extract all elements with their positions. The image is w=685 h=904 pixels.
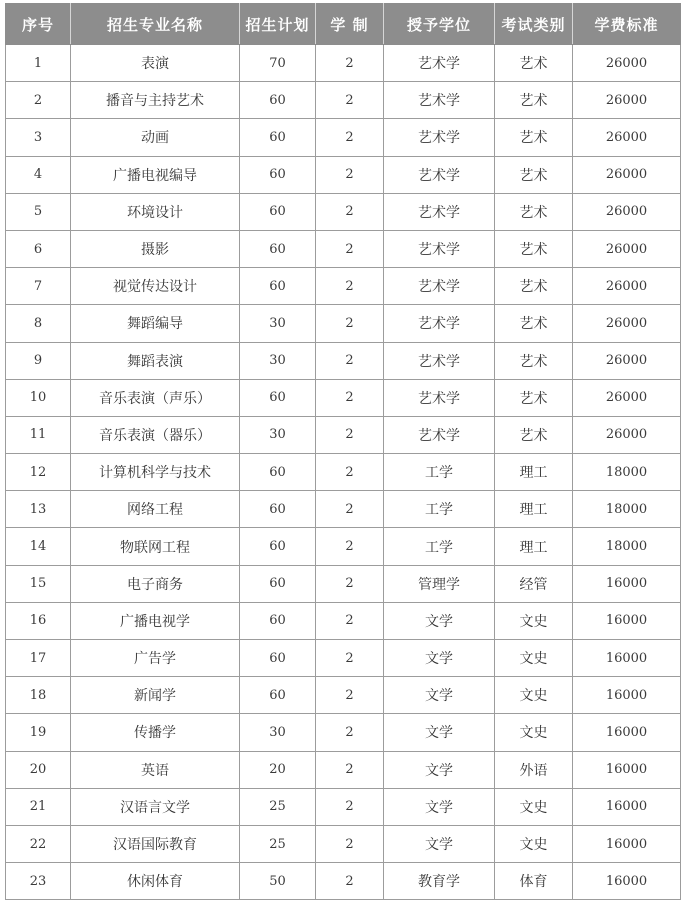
cell-exam-category: 经管 — [495, 565, 573, 602]
cell-tuition: 16000 — [573, 751, 681, 788]
cell-duration: 2 — [316, 45, 384, 82]
cell-major-name: 广播电视编导 — [71, 156, 240, 193]
table-row — [6, 305, 681, 342]
cell-degree: 艺术学 — [384, 82, 495, 119]
cell-enrollment-plan: 25 — [240, 788, 316, 825]
table-row — [6, 45, 681, 82]
cell-major-name: 表演 — [71, 45, 240, 82]
cell-exam-category: 艺术 — [495, 305, 573, 342]
table-body — [6, 45, 681, 900]
cell-enrollment-plan: 50 — [240, 863, 316, 900]
cell-tuition: 16000 — [573, 714, 681, 751]
header-degree: 授予学位 — [384, 4, 495, 45]
table-row — [6, 714, 681, 751]
cell-index: 11 — [6, 416, 71, 453]
cell-index: 10 — [6, 379, 71, 416]
cell-duration: 2 — [316, 714, 384, 751]
cell-major-name: 新闻学 — [71, 677, 240, 714]
cell-exam-category: 艺术 — [495, 416, 573, 453]
cell-tuition: 26000 — [573, 342, 681, 379]
cell-duration: 2 — [316, 230, 384, 267]
cell-enrollment-plan: 20 — [240, 751, 316, 788]
cell-exam-category: 文史 — [495, 714, 573, 751]
cell-index: 7 — [6, 268, 71, 305]
header-enrollment-plan: 招生计划 — [240, 4, 316, 45]
table-row — [6, 268, 681, 305]
cell-degree: 艺术学 — [384, 305, 495, 342]
cell-degree: 文学 — [384, 788, 495, 825]
cell-enrollment-plan: 60 — [240, 640, 316, 677]
cell-degree: 教育学 — [384, 863, 495, 900]
cell-index: 5 — [6, 193, 71, 230]
cell-tuition: 26000 — [573, 156, 681, 193]
cell-exam-category: 艺术 — [495, 119, 573, 156]
table-row — [6, 119, 681, 156]
cell-tuition: 16000 — [573, 602, 681, 639]
cell-enrollment-plan: 70 — [240, 45, 316, 82]
enrollment-table — [5, 3, 681, 900]
cell-enrollment-plan: 60 — [240, 565, 316, 602]
cell-major-name: 汉语国际教育 — [71, 825, 240, 862]
cell-exam-category: 理工 — [495, 491, 573, 528]
cell-degree: 工学 — [384, 491, 495, 528]
cell-exam-category: 艺术 — [495, 230, 573, 267]
cell-enrollment-plan: 60 — [240, 491, 316, 528]
cell-degree: 艺术学 — [384, 119, 495, 156]
cell-major-name: 视觉传达设计 — [71, 268, 240, 305]
table-row — [6, 677, 681, 714]
table-row — [6, 788, 681, 825]
cell-index: 2 — [6, 82, 71, 119]
cell-index: 1 — [6, 45, 71, 82]
cell-duration: 2 — [316, 825, 384, 862]
cell-exam-category: 文史 — [495, 640, 573, 677]
cell-tuition: 26000 — [573, 119, 681, 156]
cell-enrollment-plan: 60 — [240, 454, 316, 491]
table-row — [6, 491, 681, 528]
cell-tuition: 18000 — [573, 491, 681, 528]
cell-exam-category: 艺术 — [495, 379, 573, 416]
cell-duration: 2 — [316, 119, 384, 156]
cell-degree: 工学 — [384, 528, 495, 565]
cell-major-name: 物联网工程 — [71, 528, 240, 565]
cell-tuition: 16000 — [573, 677, 681, 714]
cell-degree: 艺术学 — [384, 193, 495, 230]
cell-index: 8 — [6, 305, 71, 342]
table-row — [6, 379, 681, 416]
cell-exam-category: 艺术 — [495, 156, 573, 193]
cell-duration: 2 — [316, 565, 384, 602]
cell-tuition: 26000 — [573, 416, 681, 453]
cell-enrollment-plan: 60 — [240, 119, 316, 156]
header-exam-category: 考试类别 — [495, 4, 573, 45]
cell-degree: 艺术学 — [384, 379, 495, 416]
cell-duration: 2 — [316, 751, 384, 788]
cell-enrollment-plan: 30 — [240, 305, 316, 342]
cell-index: 14 — [6, 528, 71, 565]
cell-degree: 工学 — [384, 454, 495, 491]
cell-duration: 2 — [316, 305, 384, 342]
cell-tuition: 26000 — [573, 305, 681, 342]
cell-exam-category: 理工 — [495, 528, 573, 565]
cell-degree: 文学 — [384, 714, 495, 751]
cell-tuition: 16000 — [573, 788, 681, 825]
cell-exam-category: 文史 — [495, 602, 573, 639]
cell-exam-category: 艺术 — [495, 342, 573, 379]
cell-duration: 2 — [316, 788, 384, 825]
cell-index: 3 — [6, 119, 71, 156]
cell-tuition: 16000 — [573, 640, 681, 677]
table-row — [6, 230, 681, 267]
cell-duration: 2 — [316, 640, 384, 677]
cell-enrollment-plan: 60 — [240, 602, 316, 639]
cell-index: 4 — [6, 156, 71, 193]
header-index: 序号 — [6, 4, 71, 45]
table-row — [6, 193, 681, 230]
cell-major-name: 汉语言文学 — [71, 788, 240, 825]
cell-degree: 文学 — [384, 677, 495, 714]
cell-tuition: 26000 — [573, 193, 681, 230]
cell-major-name: 舞蹈表演 — [71, 342, 240, 379]
table-row — [6, 528, 681, 565]
cell-duration: 2 — [316, 677, 384, 714]
cell-enrollment-plan: 60 — [240, 230, 316, 267]
cell-degree: 艺术学 — [384, 45, 495, 82]
cell-degree: 文学 — [384, 640, 495, 677]
cell-tuition: 16000 — [573, 565, 681, 602]
cell-major-name: 广告学 — [71, 640, 240, 677]
table-row — [6, 640, 681, 677]
table-row — [6, 602, 681, 639]
cell-degree: 文学 — [384, 602, 495, 639]
cell-duration: 2 — [316, 156, 384, 193]
cell-exam-category: 外语 — [495, 751, 573, 788]
cell-enrollment-plan: 60 — [240, 677, 316, 714]
cell-major-name: 舞蹈编导 — [71, 305, 240, 342]
cell-index: 23 — [6, 863, 71, 900]
cell-major-name: 计算机科学与技术 — [71, 454, 240, 491]
table-row — [6, 751, 681, 788]
cell-index: 12 — [6, 454, 71, 491]
cell-index: 6 — [6, 230, 71, 267]
cell-tuition: 26000 — [573, 45, 681, 82]
cell-exam-category: 体育 — [495, 863, 573, 900]
cell-degree: 艺术学 — [384, 230, 495, 267]
cell-duration: 2 — [316, 268, 384, 305]
cell-enrollment-plan: 60 — [240, 156, 316, 193]
cell-index: 16 — [6, 602, 71, 639]
cell-enrollment-plan: 60 — [240, 82, 316, 119]
header-row — [6, 4, 681, 45]
cell-duration: 2 — [316, 528, 384, 565]
cell-enrollment-plan: 30 — [240, 342, 316, 379]
cell-duration: 2 — [316, 342, 384, 379]
header-tuition: 学费标准 — [573, 4, 681, 45]
table-row — [6, 82, 681, 119]
cell-degree: 文学 — [384, 751, 495, 788]
cell-major-name: 英语 — [71, 751, 240, 788]
cell-enrollment-plan: 30 — [240, 714, 316, 751]
cell-tuition: 16000 — [573, 863, 681, 900]
cell-major-name: 网络工程 — [71, 491, 240, 528]
cell-major-name: 动画 — [71, 119, 240, 156]
table-header — [6, 4, 681, 45]
cell-tuition: 26000 — [573, 230, 681, 267]
cell-major-name: 环境设计 — [71, 193, 240, 230]
cell-duration: 2 — [316, 416, 384, 453]
cell-enrollment-plan: 60 — [240, 528, 316, 565]
cell-index: 22 — [6, 825, 71, 862]
cell-tuition: 26000 — [573, 379, 681, 416]
cell-enrollment-plan: 25 — [240, 825, 316, 862]
cell-degree: 文学 — [384, 825, 495, 862]
cell-index: 15 — [6, 565, 71, 602]
table-row — [6, 863, 681, 900]
cell-degree: 艺术学 — [384, 416, 495, 453]
cell-tuition: 26000 — [573, 82, 681, 119]
cell-major-name: 电子商务 — [71, 565, 240, 602]
table-row — [6, 416, 681, 453]
cell-major-name: 摄影 — [71, 230, 240, 267]
table-row — [6, 825, 681, 862]
cell-duration: 2 — [316, 82, 384, 119]
cell-exam-category: 文史 — [495, 788, 573, 825]
cell-exam-category: 理工 — [495, 454, 573, 491]
cell-duration: 2 — [316, 602, 384, 639]
cell-major-name: 传播学 — [71, 714, 240, 751]
cell-enrollment-plan: 60 — [240, 379, 316, 416]
cell-duration: 2 — [316, 454, 384, 491]
cell-duration: 2 — [316, 863, 384, 900]
table-row — [6, 565, 681, 602]
cell-tuition: 18000 — [573, 528, 681, 565]
header-major-name: 招生专业名称 — [71, 4, 240, 45]
cell-enrollment-plan: 60 — [240, 268, 316, 305]
table-row — [6, 342, 681, 379]
table-row — [6, 454, 681, 491]
cell-exam-category: 艺术 — [495, 268, 573, 305]
cell-tuition: 18000 — [573, 454, 681, 491]
cell-index: 20 — [6, 751, 71, 788]
cell-index: 21 — [6, 788, 71, 825]
cell-exam-category: 艺术 — [495, 82, 573, 119]
enrollment-table-container — [5, 3, 680, 900]
cell-major-name: 广播电视学 — [71, 602, 240, 639]
cell-index: 19 — [6, 714, 71, 751]
cell-major-name: 音乐表演（声乐） — [71, 379, 240, 416]
cell-tuition: 16000 — [573, 825, 681, 862]
cell-index: 18 — [6, 677, 71, 714]
cell-index: 9 — [6, 342, 71, 379]
cell-index: 17 — [6, 640, 71, 677]
cell-tuition: 26000 — [573, 268, 681, 305]
cell-major-name: 播音与主持艺术 — [71, 82, 240, 119]
cell-duration: 2 — [316, 491, 384, 528]
cell-enrollment-plan: 30 — [240, 416, 316, 453]
table-row — [6, 156, 681, 193]
cell-exam-category: 艺术 — [495, 45, 573, 82]
cell-major-name: 休闲体育 — [71, 863, 240, 900]
cell-exam-category: 艺术 — [495, 193, 573, 230]
cell-degree: 艺术学 — [384, 342, 495, 379]
cell-index: 13 — [6, 491, 71, 528]
cell-exam-category: 文史 — [495, 677, 573, 714]
cell-enrollment-plan: 60 — [240, 193, 316, 230]
cell-major-name: 音乐表演（器乐） — [71, 416, 240, 453]
cell-exam-category: 文史 — [495, 825, 573, 862]
cell-degree: 艺术学 — [384, 268, 495, 305]
cell-degree: 管理学 — [384, 565, 495, 602]
header-duration: 学 制 — [316, 4, 384, 45]
cell-duration: 2 — [316, 379, 384, 416]
cell-duration: 2 — [316, 193, 384, 230]
cell-degree: 艺术学 — [384, 156, 495, 193]
